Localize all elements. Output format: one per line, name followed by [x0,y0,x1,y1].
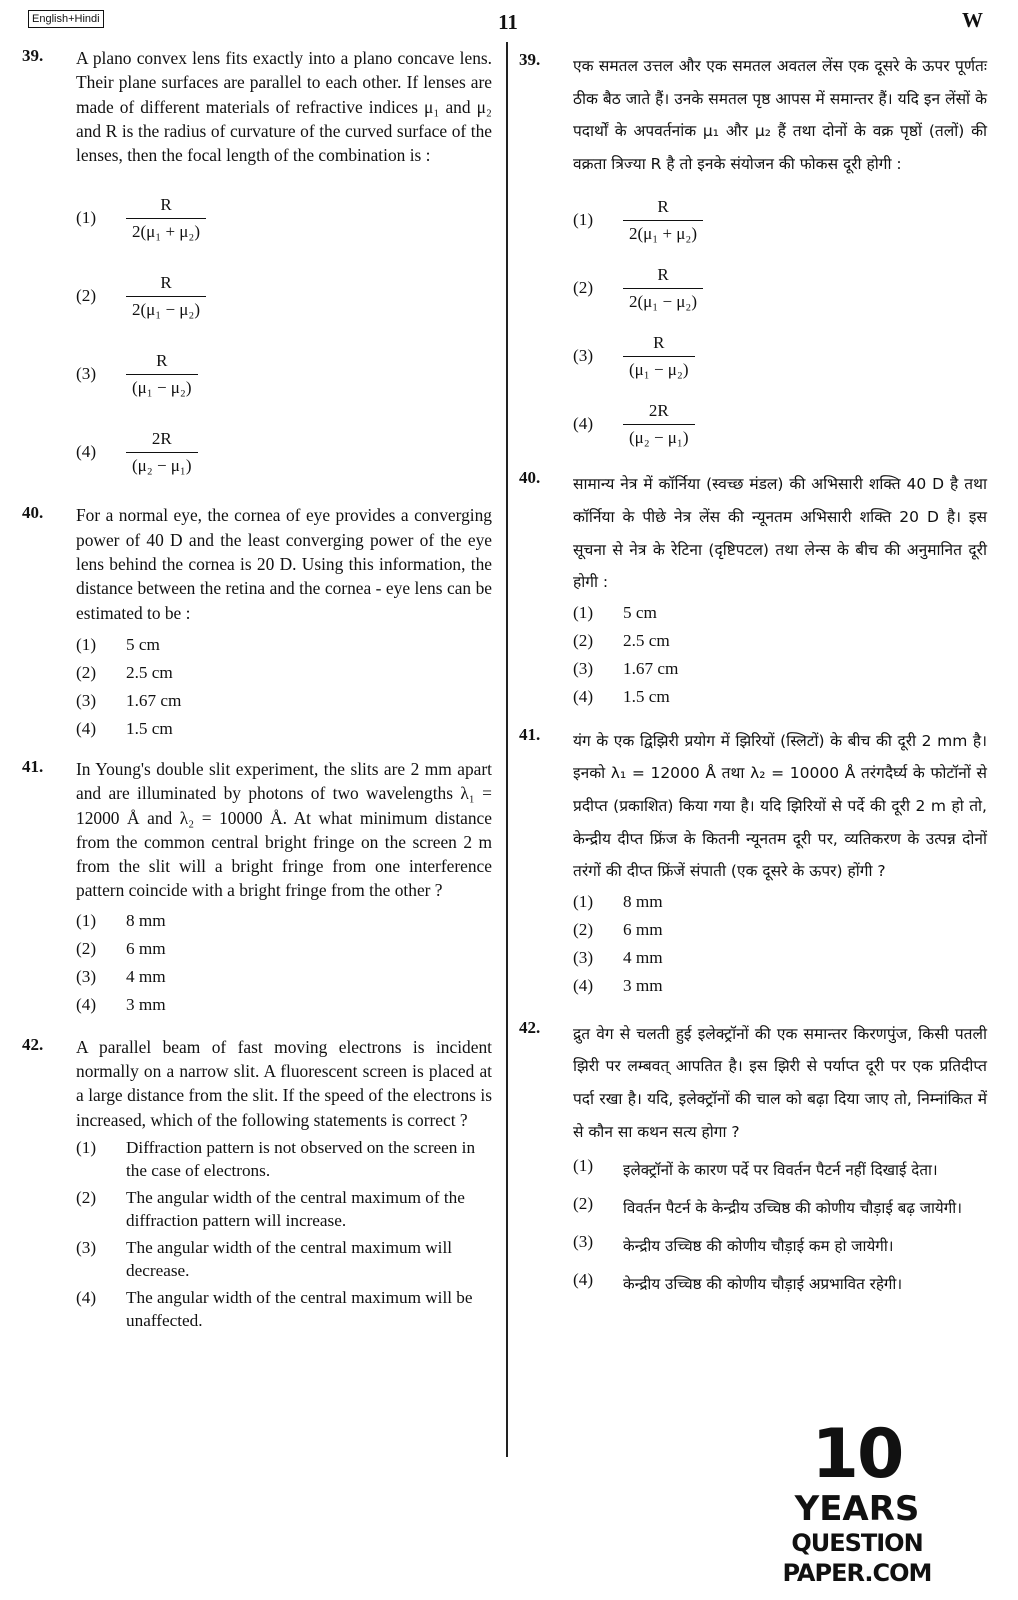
option-4[interactable] [573,390,987,458]
question-text: यंग के एक द्विझिरी प्रयोग में झिरियों (स्लिटों) के बीच की दूरी 2 mm है। इनको λ₁ = 12000 Å तथा λ₂ = 10000 Å तरंगदैर्घ्य के फोटॉनों से प्रदीप्त (प्रकाशित) किया गया है। यदि झिरियों से पर्दे की दूरी 2 m हो तो, केन्द्रीय दीप्त फ्रिंज के कितनी न्यूनतम दूरी पर, व्यतिकरण के उत्पन्न दोनों तरंगों की दीप्त फ्रिंजें संपाती (एक दूसरे के ऊपर) होंगी ? [573,731,987,881]
option-text: 1.67 cm [623,658,679,678]
question-42-en [22,1035,492,1332]
option-4[interactable] [76,715,492,743]
denominator: 2(μ₁ + μ₂) [126,218,206,242]
denominator: 2(μ₁ − μ₂) [623,288,703,312]
option-number: (4) [76,1287,97,1307]
logo-number: 10 [811,1415,903,1494]
option-text: 6 mm [623,919,663,939]
option-number: (4) [76,994,97,1014]
question-text: द्रुत वेग से चलती हुई इलेक्ट्रॉनों की एक समान्तर किरणपुंज, किसी पतली झिरी पर लम्बवत् आपतित है। इस झिरी से पर्याप्त दूरी पर एक प्रतिदीप्त पर्दा रखा है। यदि, इलेक्ट्रॉनों की चाल को बढ़ा दिया जाए तो, निम्नांकित में से कौन सा कथन सत्य होगा ? [573,1024,987,1141]
question-39-hi [519,50,987,458]
fraction [126,195,206,242]
numerator: 2R [151,428,172,448]
question-number: 40. [519,468,541,488]
option-text: 8 mm [623,891,663,911]
option-text: 2.5 cm [126,662,173,682]
question-text: एक समतल उत्तल और एक समतल अवतल लेंस एक दूसरे के ऊपर पूर्णतः ठीक बैठ जाते हैं। उनके समतल पृष्ठ आपस में समान्तर हैं। यदि इन लेंसों के पदार्थों के अपवर्तनांक μ₁ और μ₂ हैं तथा दोनों के वक्र पृष्ठों (तलों) की वक्रता त्रिज्या R है तो इनके संयोजन की फोकस दूरी होगी : [573,57,987,173]
option-number: (2) [76,662,97,682]
question-text: A plano convex lens fits exactly into a plano concave lens. Their plane surfaces are parallel to each other. If lenses are made of different materials of refractive indices μ₁ and μ₂ and R is the radius of curvature of the curved surface of the lenses, then the focal length of the combination is : [76,48,492,166]
option-number: (1) [573,1156,594,1176]
option-number: (3) [76,364,97,384]
denominator: (μ₁ − μ₂) [126,374,198,398]
option-3[interactable] [573,655,987,683]
logo-years: YEARS [794,1489,920,1529]
option-1[interactable] [76,179,492,257]
option-3[interactable] [76,687,492,715]
option-number: (2) [573,278,594,298]
option-text: The angular width of the central maximum will be unaffected. [126,1287,473,1330]
question-number: 40. [22,503,44,523]
question-40-en [22,503,492,742]
fraction [126,429,198,476]
question-39-en [22,46,492,491]
option-number: (3) [573,1232,594,1252]
option-number: (1) [76,1137,97,1157]
option-number: (1) [76,208,97,228]
option-3[interactable] [76,963,492,991]
option-1[interactable] [573,599,987,627]
option-2[interactable] [573,254,987,322]
column-divider [506,42,508,1457]
option-text: विवर्तन पैटर्न के केन्द्रीय उच्चिष्ठ की कोणीय चौड़ाई बढ़ जायेगी। [623,1199,962,1218]
option-number: (1) [573,891,594,911]
fraction [623,401,695,448]
question-number: 39. [22,46,44,65]
question-42-hi [519,1018,987,1300]
option-2[interactable] [76,659,492,687]
question-41-en [22,757,492,1019]
fraction [623,197,703,244]
option-4[interactable] [76,413,492,491]
question-text: In Young's double slit experiment, the slits are 2 mm apart and are illuminated by photons of two wavelengths λ₁ = 12000 Å and λ₂ = 10000 Å. At what minimum distance from the common central bright fringe on the screen 2 m from the slit will a bright fringe from one interference pattern coincide with a bright fringe from the other ? [76,758,492,901]
fraction [623,333,695,380]
option-2[interactable] [573,916,987,944]
option-text: 1.5 cm [126,718,173,738]
booklet-code: W [962,8,983,32]
option-3[interactable] [573,322,987,390]
option-number: (3) [76,690,97,710]
option-1[interactable] [573,186,987,254]
english-column [22,46,492,1332]
denominator: 2(μ₁ − μ₂) [126,296,206,320]
option-number: (4) [573,975,594,995]
logo-site: QUESTION PAPER.COM [782,1529,932,1587]
option-1[interactable] [76,631,492,659]
language-label: English+Hindi [28,10,104,28]
denominator: (μ₂ − μ₁) [126,452,198,476]
option-text: केन्द्रीय उच्चिष्ठ की कोणीय चौड़ाई कम हो जायेगी। [623,1237,894,1256]
option-1[interactable] [573,1154,987,1186]
option-2[interactable] [76,1186,492,1232]
numerator: R [160,272,172,292]
option-4[interactable] [573,683,987,711]
hindi-column [519,50,987,1300]
question-text: A parallel beam of fast moving electrons is incident normally on a narrow slit. A fluorescent screen is placed at a large distance from the slit. If the speed of the electrons is increased, which of the following statements is correct ? [76,1036,492,1130]
fraction [126,351,198,398]
option-number: (3) [573,346,594,366]
denominator: 2(μ₁ + μ₂) [623,220,703,244]
page-number: 11 [498,10,518,34]
option-1[interactable] [76,1136,492,1182]
option-number: (1) [573,602,594,622]
option-text: 4 mm [126,966,166,986]
watermark-logo [732,1415,982,1588]
option-number: (3) [573,658,594,678]
question-number: 42. [519,1017,541,1037]
numerator: R [156,350,168,370]
option-number: (4) [573,1270,594,1290]
option-number: (1) [573,210,594,230]
option-number: (1) [76,634,97,654]
option-text: 4 mm [623,947,663,967]
option-number: (2) [76,286,97,306]
option-text: 3 mm [623,975,663,995]
option-text: 3 mm [126,994,166,1014]
numerator: 2R [648,400,669,420]
question-40-hi [519,468,987,710]
option-4[interactable] [76,1286,492,1332]
option-number: (4) [76,442,97,462]
question-number: 39. [519,50,541,69]
option-number: (2) [76,938,97,958]
option-number: (3) [76,1237,97,1257]
option-text: इलेक्ट्रॉनों के कारण पर्दे पर विवर्तन पैटर्न नहीं दिखाई देता। [623,1161,938,1180]
option-number: (2) [76,1187,97,1207]
option-2[interactable] [573,1192,987,1224]
fraction [126,273,206,320]
option-number: (3) [573,947,594,967]
option-number: (4) [573,686,594,706]
fraction [623,265,703,312]
option-3[interactable] [76,335,492,413]
option-2[interactable] [573,627,987,655]
option-number: (2) [573,1194,594,1214]
option-text: 6 mm [126,938,166,958]
question-number: 41. [519,724,541,744]
option-text: 8 mm [126,910,166,930]
question-number: 42. [22,1034,44,1054]
option-number: (1) [76,910,97,930]
option-text: 5 cm [126,634,160,654]
question-text: सामान्य नेत्र में कॉर्निया (स्वच्छ मंडल) की अभिसारी शक्ति 40 D है तथा कॉर्निया के पीछे नेत्र लेंस की न्यूनतम अभिसारी शक्ति 20 D है। इस सूचना से नेत्र के रेटिना (दृष्टिपटल) तथा लेन्स के बीच की अनुमानित दूरी होगी : [573,475,987,592]
option-4[interactable] [573,972,987,1000]
option-number: (4) [76,718,97,738]
option-text: Diffraction pattern is not observed on the screen in the case of electrons. [126,1137,476,1180]
option-3[interactable] [573,1230,987,1262]
option-3[interactable] [573,944,987,972]
numerator: R [657,196,669,216]
option-text: केन्द्रीय उच्चिष्ठ की कोणीय चौड़ाई अप्रभावित रहेगी। [623,1275,903,1294]
option-text: The angular width of the central maximum of the diffraction pattern will increase. [126,1187,465,1230]
option-4[interactable] [76,991,492,1019]
option-2[interactable] [76,935,492,963]
option-text: The angular width of the central maximum will decrease. [126,1237,452,1280]
option-1[interactable] [76,907,492,935]
option-2[interactable] [76,257,492,335]
question-text: For a normal eye, the cornea of eye provides a converging power of 40 D and the least converging power of the eye lens behind the cornea is 20 D. Using this information, the distance between the retina and the cornea - eye lens can be estimated to be : [76,505,492,623]
option-3[interactable] [76,1236,492,1282]
numerator: R [653,332,665,352]
numerator: R [657,264,669,284]
option-text: 5 cm [623,602,657,622]
option-number: (3) [76,966,97,986]
question-41-hi [519,725,987,1000]
option-4[interactable] [573,1268,987,1300]
question-number: 41. [22,756,44,776]
option-number: (2) [573,919,594,939]
denominator: (μ₁ − μ₂) [623,356,695,380]
numerator: R [160,194,172,214]
option-text: 1.67 cm [126,690,182,710]
option-text: 1.5 cm [623,686,670,706]
option-number: (2) [573,630,594,650]
denominator: (μ₂ − μ₁) [623,424,695,448]
option-1[interactable] [573,888,987,916]
option-text: 2.5 cm [623,630,670,650]
option-number: (4) [573,414,594,434]
